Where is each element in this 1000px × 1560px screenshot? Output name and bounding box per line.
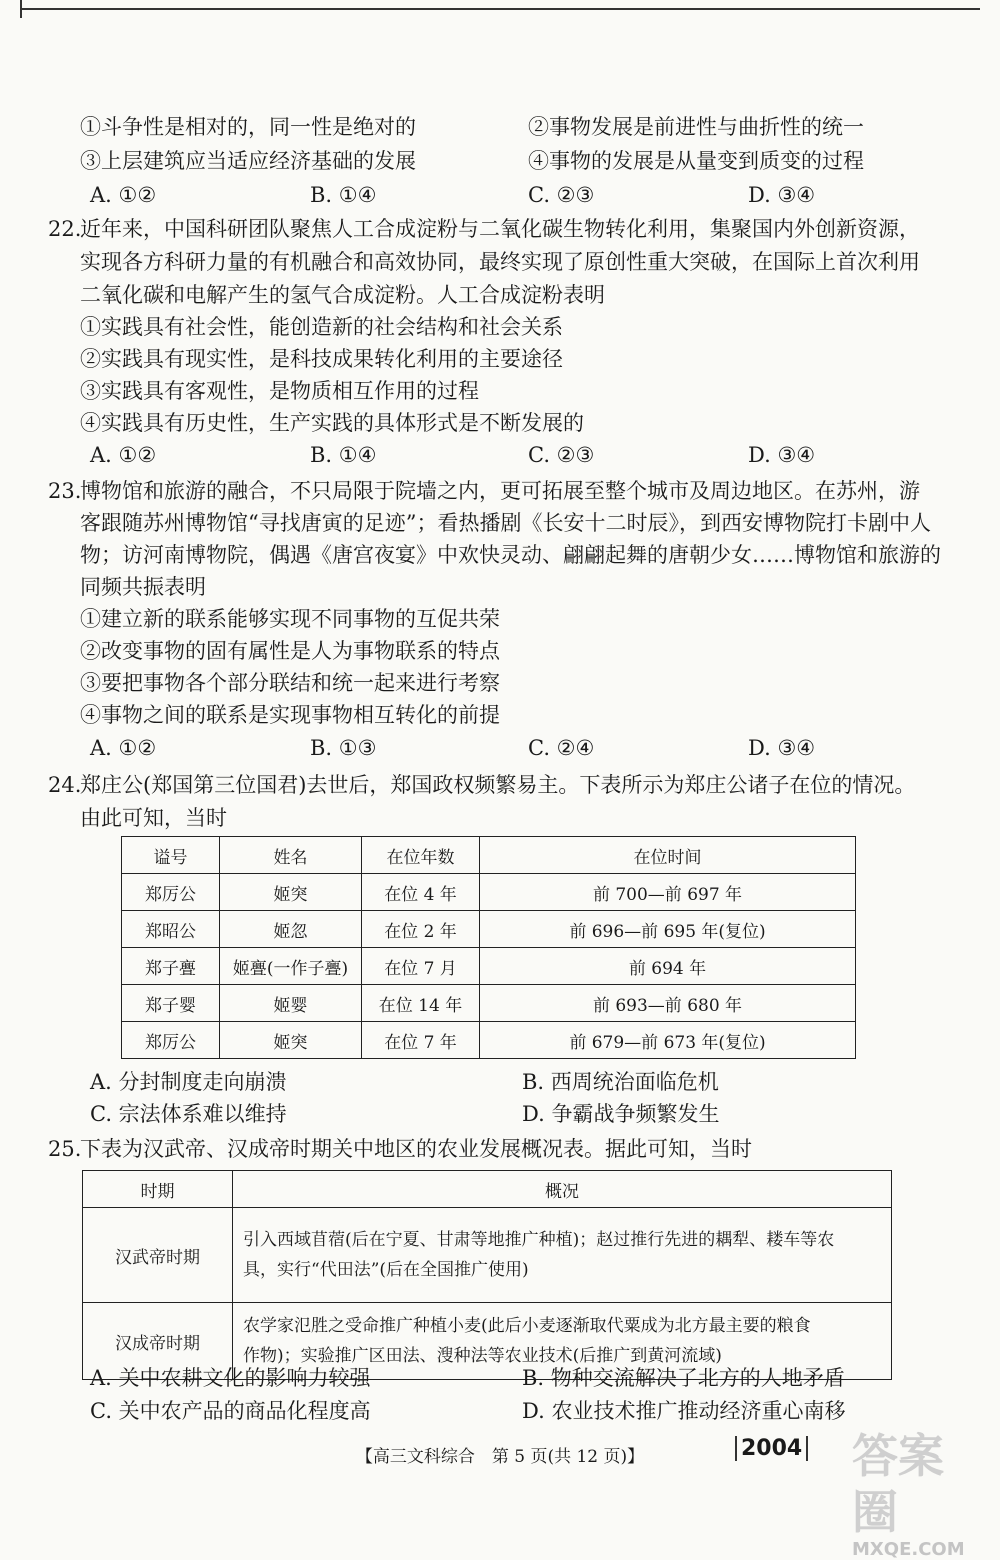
q22-statement-4: ④实践具有历史性，生产实践的具体形式是不断发展的 <box>80 411 584 435</box>
table-cell: 汉成帝时期 <box>83 1303 233 1380</box>
q23-statement-2: ②改变事物的固有属性是人为事物联系的特点 <box>80 639 500 663</box>
table-cell: 姬突 <box>220 874 362 911</box>
q22-option-b: B. ①④ <box>310 443 377 467</box>
q24-table <box>121 836 856 1059</box>
table-header: 姓名 <box>220 837 362 874</box>
q25-option-a: A. 关中农耕文化的影响力较强 <box>90 1366 371 1390</box>
q24-option-b: B. 西周统治面临危机 <box>522 1070 719 1094</box>
table-cell: 前 693—前 680 年 <box>480 985 856 1022</box>
q24-text-line-2: 由此可知，当时 <box>80 806 227 830</box>
watermark-logo <box>852 1428 982 1560</box>
q22-option-c: C. ②③ <box>528 443 595 467</box>
table-cell: 在位 7 月 <box>362 948 480 985</box>
q24-option-a: A. 分封制度走向崩溃 <box>90 1070 287 1094</box>
table-row <box>122 985 856 1022</box>
q21-statement-1: ①斗争性是相对的，同一性是绝对的 <box>80 115 416 139</box>
table-header: 在位时间 <box>480 837 856 874</box>
q24-option-d: D. 争霸战争频繁发生 <box>522 1102 720 1126</box>
table-row <box>122 874 856 911</box>
table-cell: 在位 2 年 <box>362 911 480 948</box>
table-cell: 姬亹(一作子亹) <box>220 948 362 985</box>
table-cell: 前 694 年 <box>480 948 856 985</box>
table-cell: 姬婴 <box>220 985 362 1022</box>
table-cell: 在位 4 年 <box>362 874 480 911</box>
table-row <box>122 911 856 948</box>
q23-option-d: D. ③④ <box>748 736 816 760</box>
q23-text-line-2: 客跟随苏州博物馆“寻找唐寅的足迹”；看热播剧《长安十二时辰》，到西安博物院打卡剧中人 <box>80 511 931 535</box>
table-cell: 姬突 <box>220 1022 362 1059</box>
table-header-row <box>83 1171 892 1208</box>
table-row <box>122 948 856 985</box>
q25-text-line-1: 下表为汉武帝、汉成帝时期关中地区的农业发展概况表。据此可知，当时 <box>80 1137 752 1161</box>
q23-statement-3: ③要把事物各个部分联结和统一起来进行考察 <box>80 671 500 695</box>
logo-url: MXQE.COM <box>852 1539 965 1560</box>
page-left-border <box>20 0 22 18</box>
q23-text-line-4: 同频共振表明 <box>80 575 206 599</box>
logo-text: 答案圈 <box>852 1429 944 1539</box>
table-header: 谥号 <box>122 837 220 874</box>
table-cell: 郑昭公 <box>122 911 220 948</box>
q21-statement-3: ③上层建筑应当适应经济基础的发展 <box>80 149 416 173</box>
q23-text-line-3: 物；访河南博物院，偶遇《唐宫夜宴》中欢快灵动、翩翩起舞的唐朝少女……博物馆和旅游的 <box>80 543 941 567</box>
table-row <box>122 1022 856 1059</box>
q23-option-a: A. ①② <box>90 736 157 760</box>
q22-text-line-3: 二氧化碳和电解产生的氢气合成淀粉。人工合成淀粉表明 <box>80 283 605 307</box>
q25-option-d: D. 农业技术推广推动经济重心南移 <box>522 1399 846 1423</box>
table-cell: 前 696—前 695 年(复位) <box>480 911 856 948</box>
table-cell: 汉武帝时期 <box>83 1208 233 1303</box>
q22-text-line-2: 实现各方科研力量的有机融合和高效协同，最终实现了原创性重大突破，在国际上首次利用 <box>80 250 920 274</box>
q23-text-line-1: 博物馆和旅游的融合，不只局限于院墙之内，更可拓展至整个城市及周边地区。在苏州，游 <box>80 479 920 503</box>
table-cell-line: 作物)；实验推广区田法、溲种法等农业技术(后推广到黄河流域) <box>243 1346 722 1366</box>
q25-table <box>82 1170 892 1380</box>
page-footer <box>0 1442 1000 1467</box>
q22-statement-3: ③实践具有客观性，是物质相互作用的过程 <box>80 379 479 403</box>
table-cell: 前 679—前 673 年(复位) <box>480 1022 856 1059</box>
table-cell-line: 具，实行“代田法”(后在全国推广使用) <box>243 1260 529 1280</box>
table-cell: 在位 7 年 <box>362 1022 480 1059</box>
q23-option-c: C. ②④ <box>528 736 595 760</box>
table-row <box>83 1208 892 1303</box>
q24-option-c: C. 宗法体系难以维持 <box>90 1102 287 1126</box>
q21-statement-2: ②事物发展是前进性与曲折性的统一 <box>528 115 864 139</box>
table-cell: 前 700—前 697 年 <box>480 874 856 911</box>
table-cell-line: 引入西域苜蓿(后在宁夏、甘肃等地推广种植)；赵过推行先进的耦犁、耧车等农 <box>243 1230 835 1250</box>
table-cell: 郑子婴 <box>122 985 220 1022</box>
table-cell: 姬忽 <box>220 911 362 948</box>
q22-option-d: D. ③④ <box>748 443 816 467</box>
exam-code: 2004 <box>735 1436 808 1461</box>
q22-text-line-1: 近年来，中国科研团队聚焦人工合成淀粉与二氧化碳生物转化利用，集聚国内外创新资源， <box>80 217 920 241</box>
q21-statement-4: ④事物的发展是从量变到质变的过程 <box>528 149 864 173</box>
q25-number: 25. <box>48 1137 82 1161</box>
q23-option-b: B. ①③ <box>310 736 377 760</box>
q24-text-line-1: 郑庄公(郑国第三位国君)去世后，郑国政权频繁易主。下表所示为郑庄公诸子在位的情况。 <box>80 773 916 797</box>
q23-statement-1: ①建立新的联系能够实现不同事物的互促共荣 <box>80 607 500 631</box>
q22-number: 22. <box>48 217 82 241</box>
table-cell: 郑厉公 <box>122 1022 220 1059</box>
table-cell: 郑厉公 <box>122 874 220 911</box>
q25-option-c: C. 关中农产品的商品化程度高 <box>90 1399 371 1423</box>
q22-option-a: A. ①② <box>90 443 157 467</box>
page-number-label: 【高三文科综合 第 5 页(共 12 页)】 <box>355 1447 645 1467</box>
q21-option-c: C. ②③ <box>528 183 595 207</box>
q21-option-d: D. ③④ <box>748 183 816 207</box>
table-header: 在位年数 <box>362 837 480 874</box>
table-cell: 郑子亹 <box>122 948 220 985</box>
q23-number: 23. <box>48 479 82 503</box>
table-cell-line: 农学家氾胜之受命推广种植小麦(此后小麦逐渐取代粟成为北方最主要的粮食 <box>243 1316 811 1336</box>
q22-statement-2: ②实践具有现实性，是科技成果转化利用的主要途径 <box>80 347 563 371</box>
q21-option-b: B. ①④ <box>310 183 377 207</box>
table-cell <box>233 1208 892 1303</box>
q25-option-b: B. 物种交流解决了北方的人地矛盾 <box>522 1366 845 1390</box>
q21-option-a: A. ①② <box>90 183 157 207</box>
table-header: 概况 <box>233 1171 892 1208</box>
page-top-border <box>20 8 980 10</box>
q22-statement-1: ①实践具有社会性，能创造新的社会结构和社会关系 <box>80 315 563 339</box>
table-header-row <box>122 837 856 874</box>
table-header: 时期 <box>83 1171 233 1208</box>
q23-statement-4: ④事物之间的联系是实现事物相互转化的前提 <box>80 703 500 727</box>
q24-number: 24. <box>48 773 82 797</box>
table-cell: 在位 14 年 <box>362 985 480 1022</box>
